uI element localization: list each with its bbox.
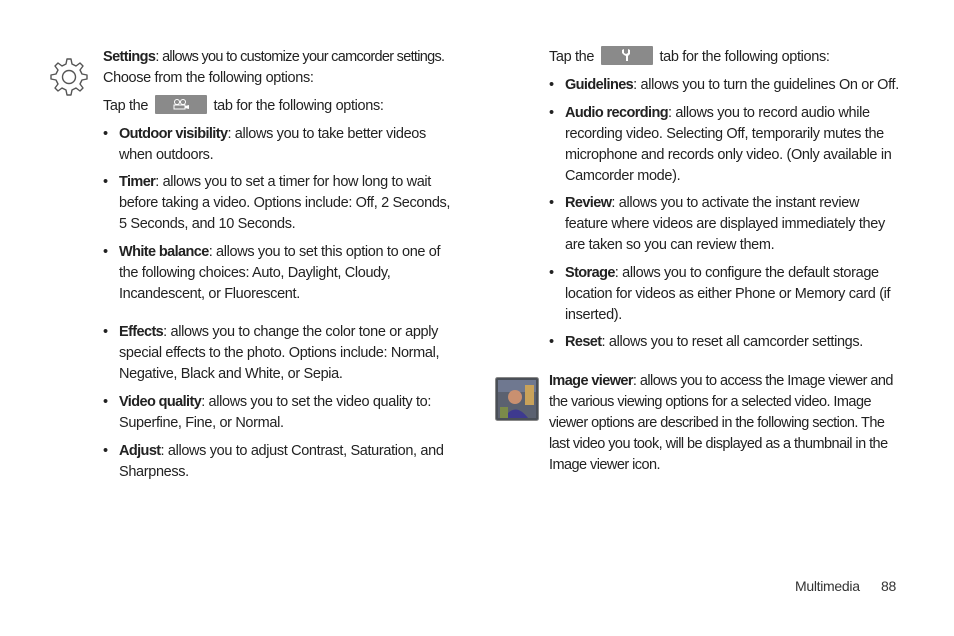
list-item: • Effects: allows you to change the color tone or apply special effects to the photo. Options include: Normal, Negative, Black and White, or Sepia. [103, 322, 453, 385]
tap-suffix: tab for the following options: [659, 49, 830, 65]
tap-tools-line [549, 47, 899, 68]
list-item: • Guidelines: allows you to turn the guidelines On or Off. [549, 75, 899, 96]
camcorder-icon [171, 98, 191, 110]
list-item: • Storage: allows you to configure the default storage location for videos as either Phone or Memory card (if inserted). [549, 263, 899, 326]
list-item: • Video quality: allows you to set the video quality to: Superfine, Fine, or Normal. [103, 392, 453, 434]
left-column [103, 47, 453, 483]
list-item: • Timer: allows you to set a timer for how long to wait before taking a video. Options include: Off, 2 Seconds, 5 Seconds, and 10 Seconds. [103, 172, 453, 235]
list-item: • Audio recording: allows you to record audio while recording video. Selecting Off, temporarily mutes the microphone and records only video. (Only available in Camcorder mode). [549, 103, 899, 187]
list-item: • Adjust: allows you to adjust Contrast, Saturation, and Sharpness. [103, 441, 453, 483]
settings-term: Settings [103, 49, 156, 65]
footer-section: Multimedia [795, 578, 860, 594]
right-column [549, 47, 899, 476]
left-bullet-list [103, 124, 453, 483]
tap-prefix: Tap the [103, 98, 149, 114]
settings-desc: : allows you to customize your camcorder settings. [155, 49, 445, 65]
wrench-icon [621, 48, 633, 62]
tap-camcorder-line [103, 96, 453, 117]
right-bullet-list [549, 75, 899, 353]
tap-prefix: Tap the [549, 49, 595, 65]
camcorder-tab [155, 95, 207, 114]
image-viewer-paragraph [549, 371, 899, 476]
list-item: • Outdoor visibility: allows you to take better videos when outdoors. [103, 124, 453, 166]
list-item: • Review: allows you to activate the instant review feature where videos are displayed immediately they are taken so you can review them. [549, 193, 899, 256]
settings-intro [103, 47, 453, 68]
footer [795, 578, 860, 594]
list-item: • White balance: allows you to set this option to one of the following choices: Auto, Daylight, Cloudy, Incandescent, or Fluorescent. [103, 242, 453, 305]
image-viewer-term: Image viewer [549, 373, 633, 389]
gear-icon [47, 55, 89, 97]
image-viewer-thumbnail-icon [495, 377, 539, 421]
tap-suffix: tab for the following options: [213, 98, 384, 114]
tools-tab [601, 46, 653, 65]
image-viewer-desc: : allows you to access the Image viewer and the various viewing options for a selected video. Image viewer options are described in the following section. The last video you took, will be displayed as a thumbnail in the Image viewer icon. [549, 373, 893, 473]
list-item: • Reset: allows you to reset all camcorder settings. [549, 332, 899, 353]
settings-choose: Choose from the following options: [103, 70, 314, 86]
page-number: 88 [881, 578, 896, 594]
